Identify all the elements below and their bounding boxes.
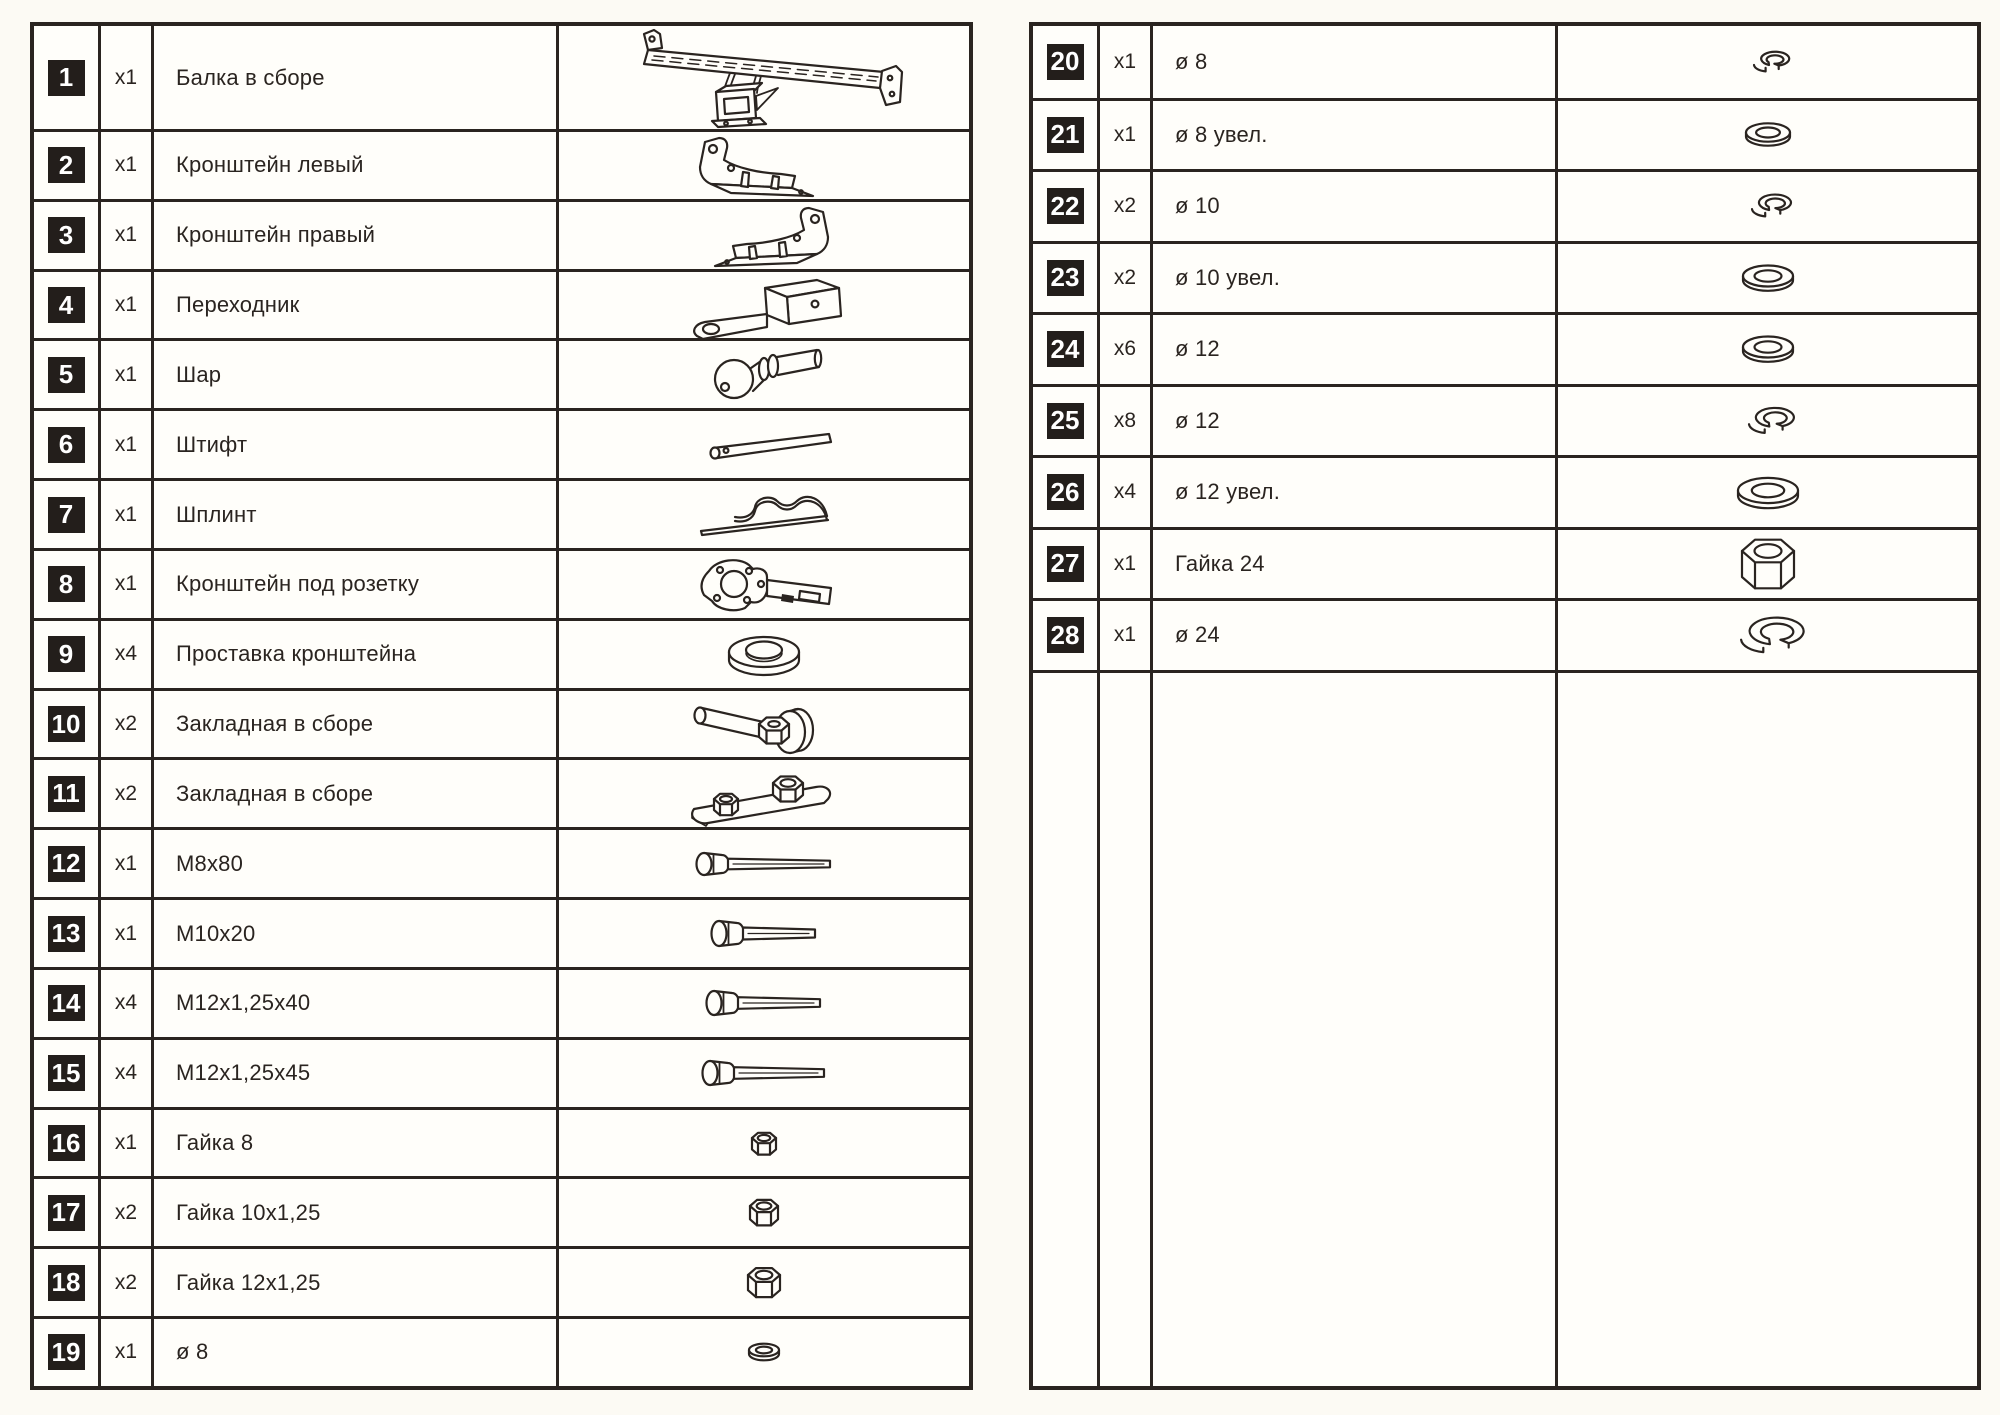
table-row: [1033, 26, 1977, 98]
flat-washer-icon: [1734, 328, 1802, 370]
hex-nut-icon: [740, 1260, 788, 1305]
part-number-cell: [34, 691, 98, 758]
part-number-cell: [34, 900, 98, 967]
part-illustration-cell: [1555, 172, 1977, 241]
towbar-beam-icon: [614, 26, 914, 129]
part-quantity: x1: [114, 1131, 138, 1154]
parts-table-left: [30, 22, 973, 1390]
part-number-cell: [34, 132, 98, 199]
part-number-cell: [34, 760, 98, 827]
part-name: Проставка кронштейна: [176, 641, 417, 667]
part-number-cell: [34, 411, 98, 478]
table-row: [34, 827, 969, 897]
table-row: [34, 1037, 969, 1107]
flat-washer-icon: [740, 1336, 788, 1368]
part-name-cell: [151, 551, 556, 618]
part-number-cell: [1033, 315, 1097, 384]
part-name-cell: [151, 1249, 556, 1316]
part-quantity: x4: [114, 1061, 138, 1085]
part-name-cell: [151, 132, 556, 199]
table-row: [34, 1316, 969, 1386]
part-name: ø 8: [1175, 48, 1208, 74]
part-quantity: x1: [114, 921, 138, 945]
part-number-cell: [1033, 601, 1097, 670]
part-number-badge: 14: [48, 985, 85, 1021]
part-number-cell: [1033, 101, 1097, 170]
part-number-badge: 4: [48, 287, 85, 323]
part-quantity: x2: [114, 1270, 138, 1294]
part-illustration-cell: [556, 1040, 969, 1107]
part-number-badge: 2: [48, 147, 85, 183]
part-number-cell: [1033, 530, 1097, 599]
part-name-cell: [151, 830, 556, 897]
part-quantity-cell: [98, 26, 151, 129]
empty-cell: [1555, 673, 1977, 1387]
part-number-cell: [34, 1249, 98, 1316]
part-name-cell: [151, 621, 556, 688]
part-number-badge: 11: [48, 776, 85, 812]
part-quantity: x1: [114, 293, 138, 317]
part-number-badge: 5: [48, 357, 85, 393]
part-number-cell: [34, 970, 98, 1037]
part-number-badge: 16: [48, 1125, 85, 1161]
part-quantity-cell: [98, 1110, 151, 1177]
part-number-badge: 17: [48, 1195, 85, 1231]
part-quantity-cell: [98, 202, 151, 269]
part-number-cell: [1033, 458, 1097, 527]
empty-cell: [1097, 673, 1150, 1387]
part-name-cell: [1150, 172, 1555, 241]
empty-cell: [1033, 673, 1097, 1387]
part-illustration-cell: [556, 132, 969, 199]
part-name: ø 10: [1175, 193, 1220, 219]
part-quantity-cell: [1097, 315, 1150, 384]
part-name-cell: [151, 970, 556, 1037]
parts-table-right: [1029, 22, 1981, 1390]
part-name-cell: [151, 1110, 556, 1177]
part-quantity: x1: [1113, 623, 1137, 647]
table-row: [1033, 598, 1977, 670]
part-illustration-cell: [1555, 387, 1977, 456]
flat-washer-icon: [1734, 257, 1802, 299]
right-bracket-icon: [679, 202, 849, 268]
part-quantity: x1: [114, 65, 138, 89]
part-quantity-cell: [98, 900, 151, 967]
part-quantity-cell: [98, 830, 151, 897]
part-quantity-cell: [98, 341, 151, 408]
spring-washer-icon: [1739, 401, 1797, 441]
part-illustration-cell: [556, 272, 969, 339]
part-quantity-cell: [98, 621, 151, 688]
table-row: [34, 1176, 969, 1246]
part-number-badge: 23: [1047, 260, 1084, 296]
part-quantity-cell: [98, 1179, 151, 1246]
empty-cell: [1150, 673, 1555, 1387]
part-name-cell: [1150, 601, 1555, 670]
table-row: [1033, 169, 1977, 241]
part-number-cell: [34, 1319, 98, 1386]
part-name-cell: [1150, 458, 1555, 527]
part-quantity-cell: [98, 1319, 151, 1386]
table-row: [34, 269, 969, 339]
part-name-cell: [1150, 26, 1555, 98]
part-number-cell: [1033, 244, 1097, 313]
part-illustration-cell: [1555, 26, 1977, 98]
table-row: [1033, 241, 1977, 313]
part-quantity: x2: [114, 712, 138, 736]
part-illustration-cell: [556, 970, 969, 1037]
part-name: M10x20: [176, 920, 256, 946]
hitch-pin-icon: [679, 426, 849, 464]
table-row: [34, 967, 969, 1037]
part-name-cell: [151, 1040, 556, 1107]
part-quantity-cell: [1097, 601, 1150, 670]
part-quantity-cell: [98, 970, 151, 1037]
part-name: Шар: [176, 361, 222, 387]
table-row: [1033, 527, 1977, 599]
spring-washer-icon: [1742, 188, 1794, 224]
table-row: [34, 26, 969, 129]
table-row: [34, 897, 969, 967]
part-illustration-cell: [556, 1179, 969, 1246]
part-illustration-cell: [1555, 530, 1977, 599]
part-name-cell: [151, 26, 556, 129]
tow-ball-icon: [689, 346, 839, 404]
part-number-badge: 6: [48, 427, 85, 463]
part-quantity: x1: [1113, 551, 1137, 575]
part-name: Кронштейн под розетку: [176, 571, 420, 597]
part-quantity: x1: [114, 223, 138, 247]
part-quantity-cell: [98, 691, 151, 758]
part-illustration-cell: [556, 202, 969, 269]
socket-bracket-icon: [679, 552, 849, 616]
table-row: [34, 688, 969, 758]
empty-row: [1033, 670, 1977, 1387]
part-illustration-cell: [556, 691, 969, 758]
part-name: M12x1,25x45: [176, 1060, 311, 1086]
part-number-cell: [1033, 26, 1097, 98]
part-quantity: x2: [1113, 194, 1137, 218]
part-name-cell: [151, 341, 556, 408]
part-name: M12x1,25x40: [176, 990, 311, 1016]
part-number-cell: [34, 551, 98, 618]
part-quantity: x1: [1113, 49, 1137, 73]
table-row: [34, 199, 969, 269]
part-quantity: x1: [114, 1340, 138, 1364]
part-name-cell: [151, 272, 556, 339]
table-row: [34, 338, 969, 408]
part-name: ø 12 увел.: [1175, 479, 1281, 505]
part-name-cell: [151, 202, 556, 269]
table-row: [1033, 384, 1977, 456]
part-number-badge: 25: [1047, 403, 1084, 439]
part-name: M8x80: [176, 850, 244, 876]
part-quantity: x1: [114, 432, 138, 456]
table-row: [34, 1246, 969, 1316]
part-number-badge: 12: [48, 846, 85, 882]
part-number-cell: [34, 341, 98, 408]
part-illustration-cell: [556, 481, 969, 548]
spacer-ring-icon: [689, 625, 839, 683]
part-quantity: x4: [114, 642, 138, 666]
part-name: Гайка 24: [1175, 550, 1265, 576]
part-name: Шплинт: [176, 501, 257, 527]
part-number-cell: [34, 481, 98, 548]
part-number-cell: [34, 202, 98, 269]
part-number-cell: [1033, 172, 1097, 241]
part-illustration-cell: [556, 1319, 969, 1386]
part-number-badge: 18: [48, 1265, 85, 1301]
part-name: Кронштейн правый: [176, 222, 376, 248]
part-name-cell: [151, 900, 556, 967]
part-illustration-cell: [556, 411, 969, 478]
part-quantity-cell: [98, 551, 151, 618]
part-illustration-cell: [1555, 458, 1977, 527]
part-quantity-cell: [98, 411, 151, 478]
part-number-badge: 9: [48, 636, 85, 672]
hex-nut-icon: [742, 1192, 786, 1233]
part-name: Штифт: [176, 431, 248, 457]
part-number-badge: 20: [1047, 44, 1084, 80]
part-number-badge: 28: [1047, 617, 1084, 653]
part-name: ø 8 увел.: [1175, 121, 1268, 147]
part-number-badge: 21: [1047, 117, 1084, 153]
part-name-cell: [1150, 244, 1555, 313]
part-number-cell: [34, 621, 98, 688]
part-illustration-cell: [1555, 601, 1977, 670]
part-name: ø 10 увел.: [1175, 264, 1281, 290]
part-quantity-cell: [1097, 387, 1150, 456]
part-name: Закладная в сборе: [176, 780, 374, 806]
part-number-cell: [34, 272, 98, 339]
table-row: [34, 548, 969, 618]
part-number-badge: 3: [48, 217, 85, 253]
part-illustration-cell: [556, 341, 969, 408]
part-quantity-cell: [1097, 101, 1150, 170]
flat-washer-icon: [1729, 469, 1807, 516]
part-illustration-cell: [556, 551, 969, 618]
part-number-badge: 15: [48, 1055, 85, 1091]
part-number-badge: 27: [1047, 546, 1084, 582]
hex-bolt-icon: [690, 979, 838, 1027]
part-name-cell: [151, 481, 556, 548]
part-name: ø 12: [1175, 336, 1220, 362]
hex-nut-icon: [1734, 531, 1802, 597]
table-row: [34, 1107, 969, 1177]
part-illustration-cell: [556, 760, 969, 827]
part-quantity: x1: [114, 502, 138, 526]
part-quantity-cell: [1097, 244, 1150, 313]
part-illustration-cell: [556, 900, 969, 967]
part-name: Гайка 10x1,25: [176, 1199, 321, 1225]
part-number-badge: 13: [48, 916, 85, 952]
part-illustration-cell: [1555, 315, 1977, 384]
part-name: Переходник: [176, 292, 300, 318]
part-name: Гайка 12x1,25: [176, 1269, 321, 1295]
part-quantity: x2: [114, 781, 138, 805]
part-illustration-cell: [1555, 101, 1977, 170]
part-quantity: x1: [114, 362, 138, 386]
part-quantity-cell: [98, 132, 151, 199]
table-row: [1033, 455, 1977, 527]
part-illustration-cell: [556, 830, 969, 897]
part-number-cell: [34, 1110, 98, 1177]
part-quantity: x1: [114, 572, 138, 596]
part-illustration-cell: [556, 26, 969, 129]
part-quantity: x2: [114, 1200, 138, 1224]
part-name: ø 8: [176, 1339, 209, 1365]
left-bracket-icon: [679, 132, 849, 198]
nut-plate-icon: [664, 761, 864, 827]
part-quantity-cell: [98, 1249, 151, 1316]
part-number-cell: [34, 1040, 98, 1107]
part-illustration-cell: [556, 621, 969, 688]
part-number-badge: 10: [48, 706, 85, 742]
part-name: Кронштейн левый: [176, 152, 364, 178]
table-row: [34, 129, 969, 199]
table-row: [1033, 98, 1977, 170]
part-quantity: x1: [114, 153, 138, 177]
part-number-cell: [34, 1179, 98, 1246]
part-illustration-cell: [556, 1249, 969, 1316]
part-name: ø 24: [1175, 622, 1220, 648]
part-number-badge: 1: [48, 60, 85, 96]
hex-bolt-icon: [680, 841, 848, 887]
part-number-badge: 26: [1047, 474, 1084, 510]
part-quantity: x1: [114, 851, 138, 875]
part-name: Балка в сборе: [176, 64, 325, 90]
part-name-cell: [151, 760, 556, 827]
part-quantity-cell: [98, 272, 151, 339]
flanged-stud-icon: [674, 692, 854, 756]
part-name-cell: [1150, 101, 1555, 170]
hex-bolt-icon: [686, 1049, 842, 1097]
part-name-cell: [1150, 387, 1555, 456]
part-quantity-cell: [1097, 26, 1150, 98]
part-name-cell: [151, 691, 556, 758]
table-row: [34, 478, 969, 548]
part-number-badge: 22: [1047, 188, 1084, 224]
hex-bolt-icon: [695, 909, 833, 958]
part-name-cell: [1150, 530, 1555, 599]
hex-nut-icon: [744, 1125, 784, 1162]
part-quantity-cell: [1097, 458, 1150, 527]
part-name-cell: [1150, 315, 1555, 384]
receiver-adapter-icon: [669, 272, 859, 339]
part-number-badge: 19: [48, 1334, 85, 1370]
part-number-badge: 24: [1047, 331, 1084, 367]
table-row: [1033, 312, 1977, 384]
part-number-cell: [34, 26, 98, 129]
part-quantity: x8: [1113, 408, 1137, 432]
table-row: [34, 757, 969, 827]
part-name: ø 12: [1175, 407, 1220, 433]
part-quantity-cell: [98, 760, 151, 827]
part-quantity: x2: [1113, 265, 1137, 289]
part-name-cell: [151, 1179, 556, 1246]
part-number-badge: 8: [48, 566, 85, 602]
part-name-cell: [151, 411, 556, 478]
part-name-cell: [151, 1319, 556, 1386]
spring-washer-icon: [1744, 45, 1792, 79]
part-quantity: x1: [1113, 122, 1137, 146]
part-quantity: x4: [114, 991, 138, 1015]
part-quantity: x4: [1113, 480, 1137, 504]
table-row: [34, 618, 969, 688]
spring-washer-icon: [1731, 611, 1805, 660]
part-quantity: x6: [1113, 337, 1137, 361]
part-quantity-cell: [98, 481, 151, 548]
part-number-cell: [1033, 387, 1097, 456]
part-number-cell: [34, 830, 98, 897]
part-quantity-cell: [98, 1040, 151, 1107]
flat-washer-icon: [1737, 115, 1799, 154]
part-name: Гайка 8: [176, 1130, 254, 1155]
part-quantity-cell: [1097, 172, 1150, 241]
part-number-badge: 7: [48, 497, 85, 533]
r-clip-icon: [679, 488, 849, 542]
part-illustration-cell: [1555, 244, 1977, 313]
part-illustration-cell: [556, 1110, 969, 1177]
part-name: Закладная в сборе: [176, 711, 374, 737]
part-quantity-cell: [1097, 530, 1150, 599]
table-row: [34, 408, 969, 478]
